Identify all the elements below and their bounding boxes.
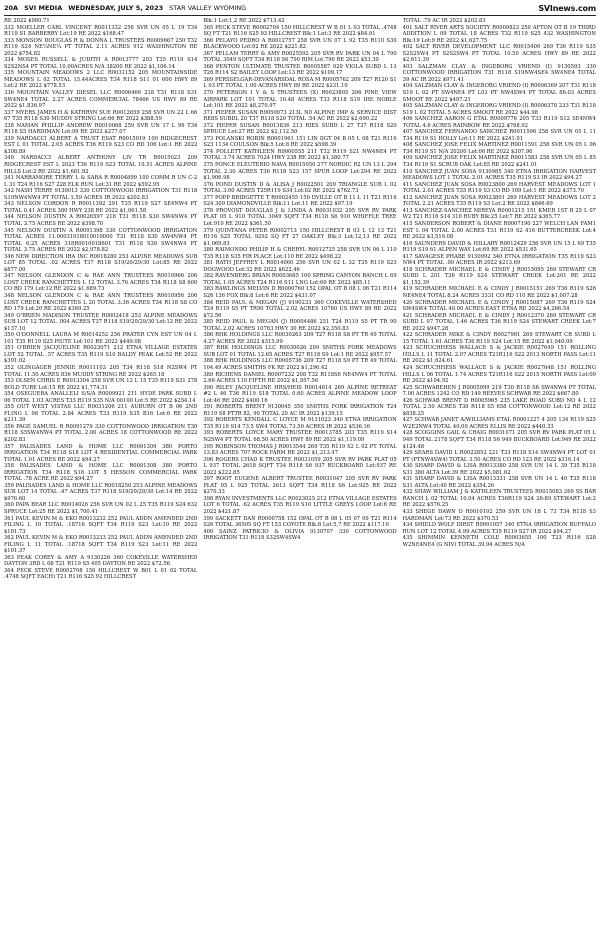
tax-listing-entry: 336 MOUNTAIN VALLEY DIESEL LLC R0006466 218 T31 R118 S31 SW4NE4 TOTAL 2.27 ACRES COMMERCIAL 78466 US HWY 89 RE 2022 $1,836.97 bbox=[4, 90, 198, 110]
tax-listing-entry: 397 ROOT EUGENE ALBERT TRUSTEE R0031047 205 SVR RV PARK PLAT 05 L 925 TOTAL 2613 SQFT T34 R118 S6 Lot:925 RE 2022 $270.33 bbox=[203, 476, 397, 496]
tax-listing-entry: 383 RAWLINGS MELVIN D R0000760 152 OPAL OT B 08 L 06 T21 R114 S26 136 FOX Blk:8 Lot:6 RE 2022 $431.07 bbox=[203, 286, 397, 299]
issue-date: WEDNESDAY, JULY 5, 2023 bbox=[68, 4, 164, 12]
tax-listing-entry: 344 NELSON DUSTIN A R0026597 218 T31 R118 S30 SW4NW4 PT TOTAL 3.75 ACRES RE 2022 $398.70 bbox=[4, 214, 198, 227]
tax-listing-entry: 419 SCHRADER MICHAEL E & CINDY J R0015151 269 T36 R119 S26 NE4NE4 TOTAL 8.24 ACRES 3331 CO RD 110 RE 2022 $1,007.28 bbox=[402, 286, 596, 299]
tax-listing-entry: 335 MOUNTAIN MEADOWS 2 LLC R0031152 205 MOUNTAINSIDE MEADOWS L 02 TOTAL 15.44ACRES T34 R118 S11 01 600 HWY 89 Lot:2 RE 2022 $778.53 bbox=[4, 70, 198, 90]
tax-listing-entry: 356 PAGE SAMUEL R R0091279 330 COTTONWOOD IRRIGATION T30 R118 S5SW4NW4 PT TOTAL 2.00 ACRES 18 COTTONWOOD RE 2022 $202.83 bbox=[4, 423, 198, 443]
tax-listing-entry: 373 POLANSKI ROBIN R0001961 151 LIN IIGT 04 B 05 L 08 T21 R116 S23 1134 COULSON Blk:5 Lot:8 RE 2022 $598.39 bbox=[203, 135, 397, 149]
tax-listing-entry: 413 SANCHEZ-SANCHEZ MIREYA R0001215 151 KMER 1ST B 25 L 07 W2 T21 R116 S14 310 RUBY Blk:25 Lot:7 RE 2022 $365.77 bbox=[402, 207, 596, 221]
tax-listing-entry: 428 SCOGGINS GAIL & CRAIG R0031071 205 SVR RV PARK PLAT 05 L 949 TOTAL 2178 SQFT T34 R118 S6 949 BUCKBOARD Lot:949 RE 2022 $124.48 bbox=[402, 430, 596, 450]
tax-listing-entry: 361 PAUL KEVIN M & EKO R0013232 252 PAUL ADDN AMENDED 2ND FILING L 10 TOTAL .18716 SQFT T34 R119 S23 Lot:10 RE 2022 $101.73 bbox=[4, 515, 198, 535]
tax-listing-entry: 379 QUINTANA PETER R0002713 150 HILLCREST B 03 L 12 13 T21 R116 S25 TOTAL 9292 SQ FT 27 OAKLEY Blk:3 Lot:12,13 RE 2022 $1,069.83 bbox=[203, 227, 397, 247]
header-rule bbox=[4, 15, 596, 16]
website-label: SVInews.com bbox=[538, 3, 596, 13]
tax-listing-entry: 371 PIEPER SUSAN R9050073 213L N0 ALPINE IMP & SERVICE DIST RE8S SUBDL 20 T37 R118 S20 TOTAL .54 AC RE 2022 $2,690.22 bbox=[203, 109, 397, 123]
tax-listing-entry: 418 SCHRADER MICHAEL E & CINDY J R0015095 269 STEWART CR SUBD L 201 T36 R119 S24 STEWART CREEK Lot:201 RE 2022 $1,152.39 bbox=[402, 266, 596, 286]
tax-listing-entry: 384 REID PAUL & MEGAN (J) 9190233 360 COKEVILLE WATERSHED T24 R119 S5 PT TR90 TOTAL 2.02 ACRES 10760 US HWY 89 RE 2022 $72.56 bbox=[203, 299, 397, 319]
section-name: SVI MEDIA bbox=[24, 4, 63, 12]
tax-listing-entry: 400 SAINZ PATRICIO & OLIVIA 9130707 330 COTTONWOOD IRRIGATION T31 R118 S32SW4SW4 bbox=[203, 528, 397, 542]
tax-listing-entry: 399 SACKETT DAN R0000758 152 OPAL OT B 08 L 05 07 09 T21 R114 S26 TOTAL 36505 SQ FT 153 COYOTE Blk:8 Lot:5,7 RE 2022 $117.10 bbox=[203, 515, 397, 529]
tax-listing-entry: 374 POLLETT KATHLEEN R0000555 211 T32 R119 S21 NW4NE4 PT TOTAL 3.74 ACRES 7024 HWY 238 RE 2022 $1,380.77 bbox=[203, 148, 397, 162]
tax-listing-entry: 422 SCHRADER MIKE & CINDY R0027961 269 STEWART CR SUBD L 15 TOTAL 1.61 ACRES T36 R119 S24 Lot:15 RE 2022 $1,040.09 bbox=[402, 332, 596, 345]
tax-listing-entry: 398 RYAN INVESTMENTS LLC R0023025 212 ETNA VILLAGE ESTATES LOT 6 TOTAL .62 ACRES T35 R119 S10 LITTLE GREYS LOOP Lot:6 RE 2022 $421.87 bbox=[203, 495, 397, 516]
tax-listing-entry: 333 MONSON DOUGLAS R & DONNA L TRUSTEES R0009667 250 T32 R119 S24 NE¼NE¼ PT TOTAL 2.11 ACRES 912 WASHINGTON RE 2022 $754.82 bbox=[4, 37, 198, 57]
tax-listing-entry: TOTAL .79 AC IR 2022 $202.83 bbox=[402, 18, 486, 24]
column-2 bbox=[203, 18, 396, 923]
tax-listing-entry: 420 SCHRADER MICHAEL E & CINDY J R0015087 269 T36 R119 S24 SW4SW4 TOTAL 40.00 ACRES EAST ETNA RE 2022 $4,266.54 bbox=[402, 299, 596, 313]
tax-listing-entry: 380 RAIMONDO PHILIP H & CHERYL R0012725 258 SVR UN 06 L 110 T35 R118 S35 FIR PLACE Lot:110 RE 2022 $498.22 bbox=[203, 247, 397, 260]
tax-listing-entry: 387 RHK HOLDINGS LLC R0030026 209 SMITHS FORK MEADOWS SUB LOT 01 TOTAL 12.65 ACRES T27 R118 S9 Lot:1 RE 2022 $957.57 bbox=[203, 345, 397, 358]
tax-listing-entry: 375 PONCE ELEUTERIO NAVA R0015050 277 NORDIC R2 UN 13 L 294 TOTAL 2.30 ACRES T36 R118 S23 157 SPUR LOOP Lot:294 RE 2022 $1,906.98 bbox=[203, 162, 397, 182]
tax-listing-entry: 360 PAPA BEAR LLC R0014026 256 SVR UN 02 L 25 T35 R119 S24 632 SPRUCE Lot:25 RE 2022 $1,700.41 bbox=[4, 502, 198, 516]
tax-listing-entry: 409 SANCHEZ JOSE FELIX MARTINEZ R0011583 258 SVR UN 05 L 85 T34 R119 S1 SCRUB OAK Lot:85 RE 2022 $241.01 bbox=[402, 155, 596, 169]
tax-listing-entry: 381 RATH JEFFREY L R0014060 256 SVR UN 02 L 32 T35 R119 S23 DOGWOOD Lot:32 RE 2022 $622.46 bbox=[203, 260, 397, 273]
tax-listing-entry: 377 POPP BRIDGETTE T R0002455 150 DVILLE OT B 11 L 11 T21 R116 S24 309 DIAMONDVILLE Blk:11 Lot:11 RE 2022 $97.19 bbox=[203, 194, 397, 208]
legal-notice-columns bbox=[4, 18, 596, 923]
tax-listing-entry: 424 SCHUCHHESS WALLACE S & JACKIE R0027648 151 ROLLING HILLS L 06 TOTAL 1.74 ACRES T21R116 S22 2015 NORTH PASS Lot:09 RE 2022 $104.92 bbox=[402, 364, 596, 385]
tax-listing-entry: 388 RHK HOLDINGS LLC R0005736 209 T27 R118 S9 PT TR 49 TOTAL 104.49 ACRES SMITHS FK RE 2022 $1,296.42 bbox=[203, 358, 397, 371]
publication-name: STAR VALLEY WYOMING bbox=[169, 4, 247, 12]
tax-listing-entry: 415 SANDERSON ROBERT & DIANE R0007190 227 WELCH LAN FAM1 EST L 04 TOTAL 2.00 ACRES T31 R119 S2 416 BUTTERCREEK Lot:4 RE 2022 $3,519.08 bbox=[402, 220, 596, 241]
tax-listing-entry: 391 ROBERTS BRENT 9130045 350 SMITHS FORK IRRIGATION T24 R119 S8 PTTR 82, 90 TOTAL 20 AC IR 2022 $139.15 bbox=[203, 404, 397, 417]
page-number: 20A bbox=[4, 4, 19, 12]
tax-listing-entry: 423 SCHUCHHESS WALLACE S & JACKIE R0027649 151 ROLLING HILLS L 11 TOTAL 2.07 ACRES T21R116 S22 2013 NORTH PASS Lot:11 RE 2022 $1,624.61 bbox=[402, 345, 596, 365]
tax-listing-entry: RE 2022 $980.71 bbox=[4, 18, 50, 24]
tax-listing-entry: 402 SALT RIVER DEVELOPMENT LLC R0015409 269 T36 R119 S35 S2S2SW4 PT S2S2SW4 PT TOTAL 10.50 ACRES HWY 89 RE 2022 $2,611.39 bbox=[402, 44, 596, 64]
tax-listing-entry: 434 SHIELD WOLF DIRST R0091057 340 ETNA IRRIGATION BUFFALO RUN LOT 12 TOTAL 4.99 ACRES T35 R119 S27 IR 2022 $94.27 bbox=[402, 522, 596, 535]
tax-listing-entry: 342 NASH TERRY 9130013 330 COTTONWOOD IRRIGATION T31 R118 S19NW4NW4 PT TOTAL 1.59 ACRES IR 2022 $202.83 bbox=[4, 188, 198, 201]
tax-listing-entry: 355 OUT WEST VISTAS LLC R0031206 211 AUBURN OT B 06 2ND FLING L 06 TOTAL 2.84 ACRES T33 R119 S35 B16 Lot:6 RE 2022 $211.39 bbox=[4, 404, 198, 424]
tax-listing-entry: 412 SANCHEZ JUAN SOSA R0023801 269 HARVEST MEADOWS LOT 2 TOTAL 2.21 ACRES T35 R119 S3 Lot:2 RE 2022 $846.69 bbox=[402, 194, 596, 208]
column-1 bbox=[4, 18, 197, 923]
tax-listing-entry: 357 PALISADES LAND & HOME LLC R0091309 380 PORTO IRRIGATION T34 R118 S18 LOT 4 RESIDENTIAL COMMERCIAL PARK TOTAL 1.01 ACRES RE 2022 $94.27 bbox=[4, 443, 198, 463]
tax-listing-entry: 421 SCHRADER MICHAEL E & CINDY J R0012370 269 STEWART CR SUBD L 07 TOTAL 1.46 ACRES T36 R119 S24 STEWART CREEK Lot:7 RE 2022 $947.28 bbox=[402, 312, 596, 332]
tax-listing-entry: 404 SALZMAN CLAY & INGEBORG VRIEND (I) R0006369 207 T31 R118 S19 L 02 PT SW4NE4 PT L03 PT NW4SW4 PT TOTAL 86.03 ACRES SMOOT RE 2022 $497.21 bbox=[402, 83, 596, 103]
tax-listing-entry: 359 PALISADES LAND & HOME LLC R0018250 253 ALPINE MEADOWS SUB LOT 14 TOTAL .47 ACRES T37 R118 S19/20/29/30 Lot:14 RE 2022 $976.60 bbox=[4, 482, 198, 502]
tax-listing-entry: 353 OLSEN CHRIS E R0013304 258 SVR UN 12 L 15 T35 R119 S31 278 BOLD TURE Lot:15 RE 2022 $1,774.31 bbox=[4, 378, 198, 391]
tax-listing-entry: 410 SANCHEZ JUAN SOSA 9130985 340 ETNA IRRIGATION HARVEST MEADOWS LOT 1 TOTAL 2.01 ACRES T35 R119 S3 IR 2022 $94.27 bbox=[402, 168, 596, 182]
tax-listing-entry: 396 ROGERS CHAD K TRUSTEE R0031059 205 SVR RV PARK PLAT 05 L 937 TOTAL 2618 SQFT T34 R118 S6 937 BUCKBOARD Lot:937 RE 2022 $222.85 bbox=[203, 456, 397, 476]
tax-listing-entry: 393 ROBERTS LOYCE MARY TRUSTEE R0013785 203 T35 R119 S14 N2SW4 PT TOTAL 68.50 ACRES HWY 89 RE 2022 $1,119.09 bbox=[203, 430, 397, 443]
tax-listing-entry: 408 SANCHEZ JOSE FELIX MARTINEZ R0011591 258 SVR UN 05 L 06 T34 R119 S1 N/A 20200 Lot:06 RE 2022 $307.96 bbox=[402, 142, 596, 155]
tax-listing-entry: 332 MOELLER CARL VINCENT R0011332 258 SVR UN 05 L 19 T34 R119 S1 BARBERRY Lot:19 RE 2022 $168.47 bbox=[4, 24, 198, 38]
tax-listing-entry: 345 NELSON DUSTIN A R0091398 330 COTTONWOOD IRRIGATION TOTAL ACRES 11.00031018010010000 T31 R118 S30 SW4NW4 PT TOTAL 6.25 ACRES 318R0010018601 T31 R118 S30 SW4NW4 PT TOTAL 3.75 ACRES RE 2022 $2,978.82 bbox=[4, 227, 198, 254]
tax-listing-entry: 358 PALISADES LAND & HOME LLC R0091308 380 PORTO IRRIGATION T34 R118 S18 LOT 5 HESSON COMMERCIAL PARK TOTAL .78 ACRE RE 2022 $94.27 bbox=[4, 463, 198, 483]
tax-listing-entry: 405 SALZMAN CLAY & INGEBORG VRIEND (I) R0006370 233 T31 R118 S19 L 02 TOTAL 5 ACRES SMOOT RE 2022 $44.98 bbox=[402, 103, 596, 116]
tax-listing-entry: 406 SANCHEZ AARON G ETAL R0009776 205 T33 R119 S12 SE4NW4 TOTAL 4.6 ACRES RAINBOW RE 2022 $768.92 bbox=[402, 116, 596, 129]
tax-listing-entry: 395 ROBINSON THOMAS J R0013544 269 T35 R119 S2 L 02 PT TOTAL 13.83 ACRES 707 ROCK FARM RE 2022 $1,213.47 bbox=[203, 443, 397, 457]
header-left bbox=[4, 4, 246, 12]
tax-listing-entry: 346 NEW DIRECTION IRA INC R0018280 253 ALPINE MEADOWS SUB LOT 85 TOTAL .02 ACRES T37 R118 S19/20/29/30 Lot:85 RE 2022 $877.00 bbox=[4, 253, 198, 273]
tax-listing-entry: 382 RAVENBERG BRIAN R0003685 100 SPRING CANYON RANCH L 69 TOTAL 1.05 ACRES T24 R116 S11 LNG Lot:69 RE 2022 $85.11 bbox=[203, 273, 397, 286]
tax-listing-entry: 425 SCHWABEHEN J R0005099 219 T30 R118 S6 SW4NW4 PT TOTAL 7.00 ACRES 1242 CO RD 149 REEVES SCHWAB RE 2022 $667.80 bbox=[402, 384, 596, 398]
tax-listing-entry: 431 SHARP DAVID & LISA R0013331 258 SVR UN 14 L 40 T35 R118 S31 ALTA Lot:40 RE 2022 $354.26 bbox=[402, 476, 596, 489]
tax-listing-entry: 376 POND DUSTIN D & ALISA J R0022501 209 TRIANGLE SUB L 02 TOTAL 3.00 ACRES T25R119 S34 Lot:02 RE 2022 $762.73 bbox=[203, 181, 397, 195]
tax-listing-entry: 341 NARRAMORE TERRY L & SARA R R0004899 100 COMM R UN C-2 L 31 T24 R116 S27 228 ELK RUN Lot:31 RE 2022 $592.95 bbox=[4, 175, 198, 188]
tax-listing-entry: 370 PETERSON I V & S TRUSTEES (X) R0023805 206 PINE VIEW AIRPARK LOT 101 TOTAL 10.48 ACRES T33 R118 S19 IHE NOBLE Lot:101 RE 2022 $8,270.97 bbox=[203, 90, 397, 110]
tax-listing-entry: 368 PENTON ULTIMATE TRUSTEE R0005587 920 VIOLA SUBD L 13 T26 R114 S2 BAILEY LOOP Lot:13 RE 2022 $109.17 bbox=[203, 63, 397, 77]
tax-listing-entry: 343 NELSON CORDON R R0011392 291 T35 R119 S27 SE4NW4 PT TOTAL 0.41 ACRES 380 HWY 238 RE 2022 $1,061.58 bbox=[4, 201, 198, 214]
tax-listing-entry: 386 RHK HOLDINGS LLC R0030263 209 T27 R118 S8 PT TR 49 TOTAL 4.27 ACRES RE 2022 $315.99 bbox=[203, 332, 397, 345]
tax-listing-entry: 337 MYERS JAMES H & KATHRYN SUE R0012659 258 SVR UN 22 L 66 67 T35 R118 S30 MUDDY STRING Lot:66 RE 2022 $388.59 bbox=[4, 109, 198, 123]
tax-listing-entry: 365 PECK STEVE R0002704 150 HILLCREST W B 01 L 03 TOTAL .4748 SQ FT T21 R116 S25 93 HILLCREST Blk:1 Lot:3 RE 2022 $84.91 bbox=[203, 24, 397, 38]
tax-listing-entry: 340 NARDACCI ALBERT ANTHONY LIV TR R0015023 209 RIDGECREST EST L 2023 T36 R119 S23 TOTAL 10.51 ACRES ALPINE HILLS Lot:2 RE 2022 $1,681.92 bbox=[4, 155, 198, 175]
tax-listing-entry: 354 OSEGUERA ANALLELI S/S/A R0009921 211 HYDE PARK SUBD L 06 TOTAL 1.03 ACRES T33 R119 S35 N/A 00100 Lot:5 RE 2022 $254.14 bbox=[4, 391, 198, 404]
tax-listing-entry: 372 PIEPER SUSAN R0013836 213 RIES SUBD L 27 T37 R118 S20 SPRUCE Lot:27 RE 2022 $2,112.50 bbox=[203, 122, 397, 136]
tax-listing-entry: 385 REID PAUL & MEGAN (J) R0004486 251 T24 R119 S5 PT TR 90 TOTAL 2.02 ACRES 10763 HWY 30 RE 2022 $2,350.83 bbox=[203, 319, 397, 332]
tax-listing-entry: 366 PELAYO PEDRO A R0012757 258 SVR UN 07 L 92 T35 R110 S30 BLACKWOOD Lot:92 RE 2022 $221.82 bbox=[203, 37, 397, 51]
tax-listing-entry: 407 SANCHEZ FERNANDO SANCHEZ R0011596 258 SVR UN 05 L 11 T34 R119 S1 HOLLY Lot:11 RE 2022 $241.01 bbox=[402, 129, 596, 142]
tax-listing-entry: 350 O'DONNELL LAURA M R0014252 256 PRATER CYN EST UN 04 L 101 T35 R119 S25 PIUTE Lot:101 RE 2022 $449.08 bbox=[4, 332, 198, 345]
column-3 bbox=[403, 18, 596, 923]
tax-listing-entry: 351 O'BRIEN JACQUELINE R0023071 212 ETNA VILLAGE ESTATES LOT 52 TOTAL .57 ACRES T35 R119 S10 BALDY PEAK Lot:52 RE 2022 $391.02 bbox=[4, 345, 198, 365]
tax-listing-entry: 429 SEARS DAVID L R0022852 221 T33 R118 S14 SW4NW4 PT LOT 01 PT (PTNW4SW4) TOTAL 3.50 ACRES CO RD 123 RE 2022 $316.14 bbox=[402, 450, 596, 463]
tax-listing-entry: 339 NARDACCI ALBERT A TRUST ESAT R0015019 100 RIDGECREST EST L 01 TOTAL 2.05 ACRES T36 R119 S23 CO RD 106 Lot:1 RE 2022 $308.89 bbox=[4, 135, 198, 155]
tax-listing-entry: 367 PELLAM TERRY & AMY R0025592 205 SVR RV PARK UN 04 L 790 TOTAL 3049 SQFT T34 R118 S6 790 RIM Lot:790 RE 2022 $53.30 bbox=[203, 50, 397, 64]
tax-listing-entry: 334 MOSES RUSSELL & JUDITH A R0013777 203 T35 R119 S14 S2S2NS4 PT TOTAL 10.00ACRES N/A 38200 RE 2022 $1,106.14 bbox=[4, 57, 198, 70]
page-header bbox=[4, 2, 596, 14]
tax-listing-entry: 416 SAUNDERS DAVID & HILLARY R0012429 256 SVR UN 15 L 69 T35 R119 S19 61 ALPEN WAY Lot:69 RE 2022 $531.65 bbox=[402, 240, 596, 254]
tax-listing-entry: 362 PAUL KEVIN M & EKO R0013233 252 PAUL ADDN AMENDED 2ND FILING L 11 TOTAL .18718 SQFT T34 R119 S23 Lot:11 RE 2022 $101.37 bbox=[4, 535, 198, 555]
tax-listing-entry: 369 PERSSELGAR-DEVANARSDAL ROSA M R0005762 209 T27 R120 S1 L 03 PT TOTAL 1.00 ACRES HWY 89 RE 2022 $231.10 bbox=[203, 76, 397, 90]
tax-listing-entry: 403 SALZMAN CLAY & INGEBORG VRIEND (I) 9130593 330 COTTONWOOD IRRIGATION T31 R118 S19NW4SE4 SW4NE4 TOTAL 39 AC IR 2022 $971.41 bbox=[402, 63, 596, 83]
tax-listing-entry: 348 NELSON GLENDON C & RAE ANN TRUSTEES R0010956 206 LOST CREEK RANCHETTES L 20 TOTAL 3.36 ACRES T34 R118 S8 CO RD 179 Lot:20 RE 2022 $369.25 bbox=[4, 292, 198, 313]
tax-listing-entry: 392 ROBERTS KENDALL C LOYCE M 9131023 340 ETNA IRRIGATION T35 R119 S14 73.5 SW4 TOTAL 73.50 ACRES IR 2022 $536.16 bbox=[203, 417, 397, 430]
tax-listing-entry: 338 NAMAN PHILLIP ANDREW R0010068 259 SVR UN 17 L 99 T34 R118 S5 HARDIMAN Lot:99 RE 2022 $277.07 bbox=[4, 122, 198, 136]
tax-listing-entry: 364 PECK STEVE R0002708 150 HILLCREST W B01 L 01 02 TOTAL .4748 SQFT EACH) T21 R116 S25 92 HILLCREST bbox=[4, 567, 198, 581]
tax-listing-entry: 426 SCHWAB BRENT D R0005965 235 LAKE ROAD SUBD NO 4 L 12 TOTAL 2.50 ACRES T30 R118 S5 658 COTTONWOOD Lot:12 RE 2022 $838.25 bbox=[402, 397, 596, 417]
tax-listing-entry: 378 PROVOST DOUGLAS J & LINDA A R0031032 205 SVR RV PARK PLAT 05 L 910 TOTAL 3049 SQFT T34 R118 S6 910 WHIFFLE TREE Lot:910 RE 2022 $361.50 bbox=[203, 207, 397, 227]
tax-listing-entry: 352 OLINGAGER JENNIE R0011103 205 T34 R118 S18 N2SW4 PT TOTAL 11.50 ACRES 836 MUDDY STRING RE 2022 $265.18 bbox=[4, 364, 198, 378]
tax-listing-entry: 417 SAVAGESE PHABE 9130992 340 ETNA IRRIGATION T35 R119 S23 NW4 PT TOTAL .00 ACRES IR 2022 $213.69 bbox=[402, 253, 596, 267]
tax-listing-entry: 430 SHARP DAVID & LISA R0013380 258 SVR UN 14 L 39 T35 R118 S31 380 ALTA Lot:39 RE 2022 $5,081.62 bbox=[402, 463, 596, 476]
tax-listing-entry: 411 SANCHEZ JUAN SOSA R0023800 269 HARVEST MEADOWS LOT 1 TOTAL 2.01 ACRES T35 R119 S3 CO RD 109 Lot:1 RE 2022 $373.70 bbox=[402, 181, 596, 195]
tax-listing-entry: 401 SALT RIVER ARTS SOCIETY R0009823 250 AFTON OT B 19 THIRD ADDITION L 09 TOTAL 18 ACRES T32 R119 S25 432 WASHINGTON Blk:19 Lot:9 RE 2022 $1,627.75 bbox=[402, 24, 596, 44]
tax-listing-entry: 347 NELSON GLENDON C & RAE ANN TRUSTEES R0010966 206 LOST CREEK RANCHETTES L 12 TOTAL 3.76 ACRES T34 R118 S8 600 CO RD 179 Lot:12 RE 2022 $1,689.73 bbox=[4, 273, 198, 293]
tax-listing-entry: 390 RILEY JACQUELINE HRS/HEIS R0014614 269 ALPINE RETREAT #2 L 46 T36 R119 S18 TOTAL 0.60 ACRES ALPINE MEADOW LOOP Lot:46 RE 2022 $400.16 bbox=[203, 384, 397, 404]
tax-listing-entry: 363 PEAK COREY & AMY A 9130226 360 COKEVILLE WATERSHED DAYTON 3RD L 08 T21 R119 S5 405 DAYTON RE 2022 $72.56 bbox=[4, 554, 198, 568]
tax-listing-entry: 427 SCHWAB JANET A/WILLIAMS ETAL R0001227 4 205 134 R119 S25 W2E2NW4 TOTAL 40.00 ACRES ELLIS RE 2022 $440.33 bbox=[402, 417, 596, 430]
tax-listing-entry: 433 SHEGE DAWN D R0010192 259 SVR UN 18 L 73 T34 R118 S3 HARDMAN Lot:73 RE 2022 $370.53 bbox=[402, 509, 596, 522]
tax-listing-entry: 432 SHAW WILLIAM J & KATHLEEN TRUSTEES R0015083 269 SS BAR RANCH L 02 TOTAL 10.04 ACRES T36R119 S24 26-89 STEWART Lot:2 RE 2022 $576.25 bbox=[402, 489, 596, 509]
tax-listing-entry: 435 SHIMMIN KENNETH COLE R0003655 100 T23 R116 S28 W2NE4NE4 (G NIV) TOTAL 39.94 ACRES N/A bbox=[402, 535, 596, 548]
tax-listing-entry: 389 RICHENS DANIEL R0007232 208 T32 R118S6 NE4NW4 PT TOTAL 2.66 ACRES 110 FIFTH RE 2022 $1,957.56 bbox=[203, 371, 397, 385]
tax-listing-entry: 349 O'BRIEN MADISON TRUSTEE R0002418 253 ALPINE MEADOWS SUB LOT 12 TOTAL .004 ACRES T37 R118 S19/20/29/30 Lot:12 RE 2022 $137.10 bbox=[4, 312, 198, 332]
tax-listing-entry: Blk:1 Lot:1,2 RE 2022 $713.42 bbox=[203, 18, 285, 24]
